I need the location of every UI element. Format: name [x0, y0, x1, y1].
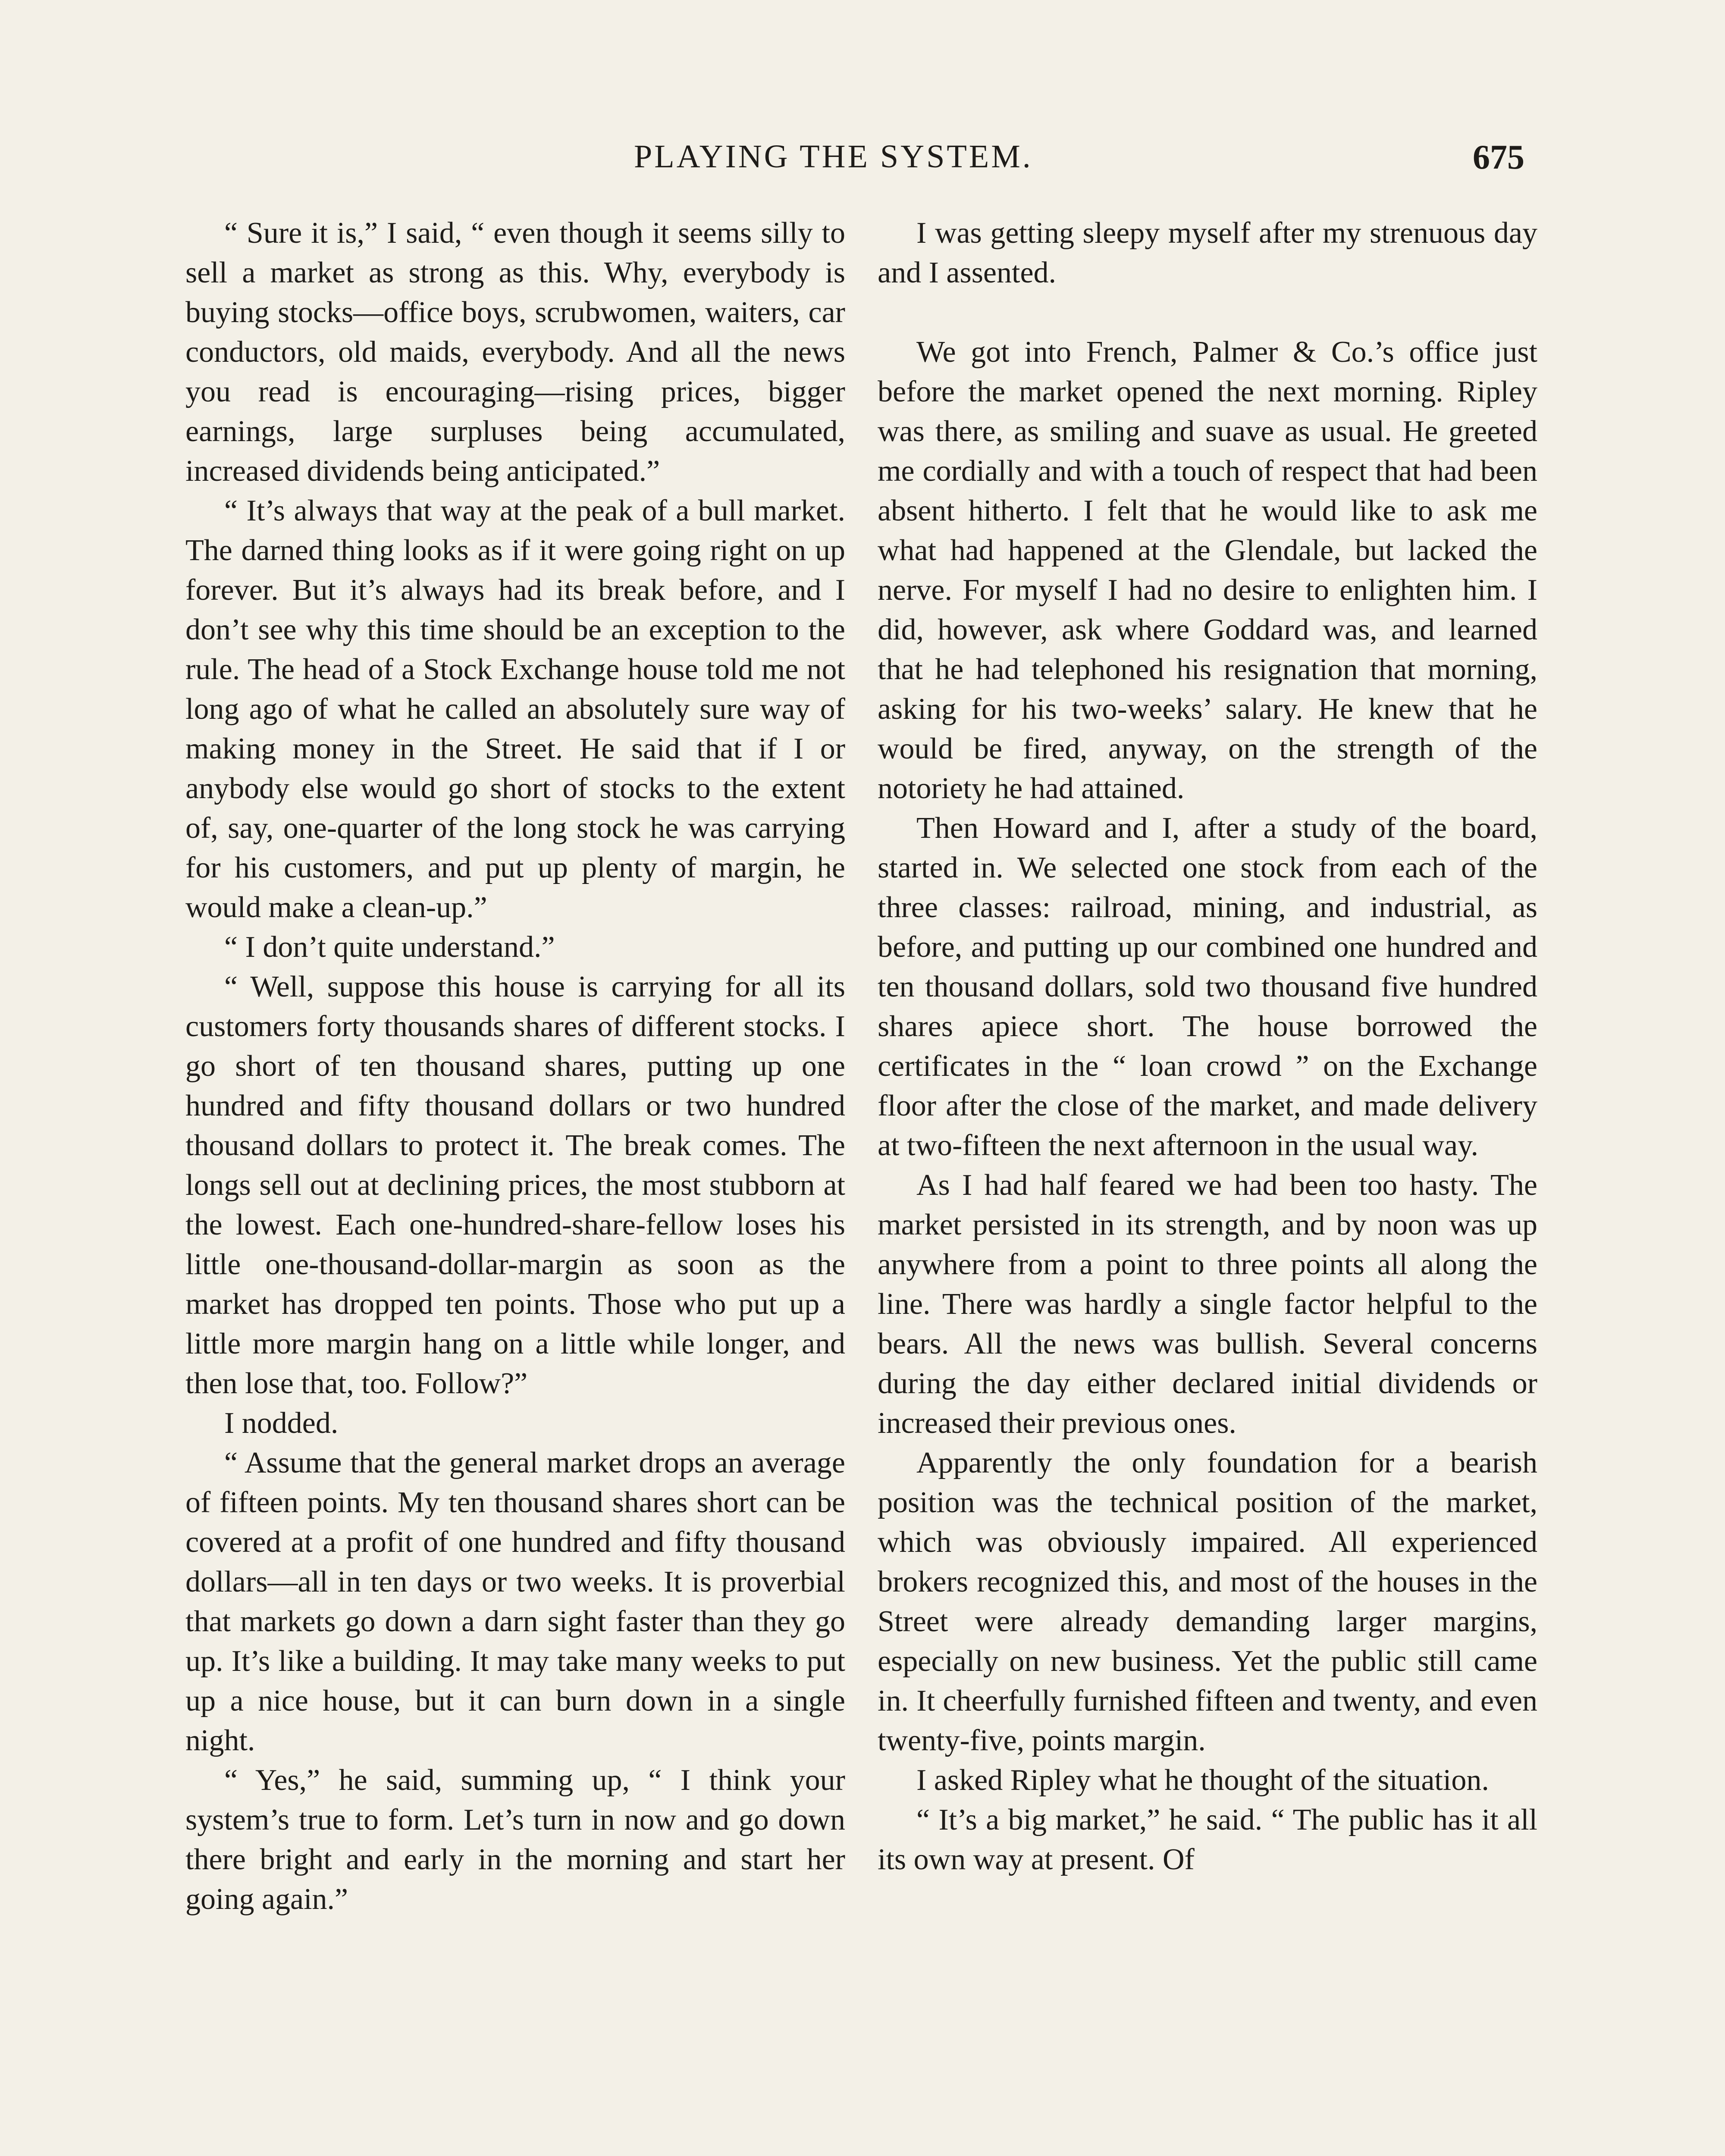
paragraph: “ It’s always that way at the peak of a bull market. The darned thing looks as if it were going right on up forever. But it’s always had its break before, and I don’t see why this time should be an exception to the rule. The head of a Stock Exchange house told me not long ago of what he called an absolutely sure way of making money in the Street. He said that if I or anybody else would go short of stocks to the extent of, say, one-quarter of the long stock he was carrying for his customers, and put up plenty of margin, he would make a clean-up.”	[185, 494, 845, 924]
paragraph: “ Well, suppose this house is carrying for all its customers forty thousands shares of different stocks. I go short of ten thousand shares, putting up one hundred and fifty thousand dollars or two hundred thousand dollars to protect it. The break comes. The longs sell out at declining prices, the most stubborn at the lowest. Each one-hundred-share-fellow loses his little one-thousand-dollar-margin as soon as the market has dropped ten points. Those who put up a little more margin hang on a little while longer, and then lose that, too. Follow?”	[185, 970, 845, 1400]
paragraph: Then Howard and I, after a study of the board, started in. We selected one stock from each of the three classes: railroad, mining, and industrial, as before, and putting up our combined one hundred and ten thousand dollars, sold two thousand five hundred shares apiece short. The house borrowed the certificates in the “ loan crowd ” on the Exchange floor after the close of the market, and made delivery at two-fifteen the next afternoon in the usual way.	[878, 812, 1537, 1162]
paragraph: We got into French, Palmer & Co.’s office just before the market opened the next morning. Ripley was there, as smiling and suave as usual. He greeted me cordially and with a touch of respect that had been absent hitherto. I felt that he would like to ask me what had happened at the Glendale, but lacked the nerve. For myself I had no desire to enlighten him. I did, however, ask where Goddard was, and learned that he had telephoned his resignation that morning, asking for his two-weeks’ salary. He knew that he would be fired, anyway, on the strength of the notoriety he had attained.	[878, 335, 1537, 805]
paragraph: “ Sure it is,” I said, “ even though it seems silly to sell a market as strong as this. Why, everybody is buying stocks—office boys, scrubwomen, waiters, car conductors, old maids, everybody. And all the news you read is encouraging—rising prices, bigger earnings, large surpluses being accumulated, increased dividends being anticipated.”	[185, 216, 845, 488]
paragraph: I nodded.	[224, 1407, 339, 1440]
running-title: PLAYING THE SYSTEM.	[634, 138, 1033, 175]
paragraph: “ Yes,” he said, summing up, “ I think your system’s true to form. Let’s turn in now and go down there bright and early in the morning and start her going again.”	[185, 1764, 845, 1916]
paragraph: I was getting sleepy myself after my strenuous day and I assented.	[878, 216, 1537, 289]
paragraph: “ Assume that the general market drops an average of fifteen points. My ten thousand shares short can be covered at a profit of one hundred and fifty thousand dollars—all in ten days or two weeks. It is proverbial that markets go down a darn sight faster than they go up. It’s like a building. It may take many weeks to put up a nice house, but it can burn down in a single night.	[185, 1446, 845, 1757]
paragraph: “ It’s a big market,” he said. “ The public has it all its own way at present. Of	[878, 1803, 1537, 1876]
left-column	[185, 213, 845, 1919]
paragraph: I asked Ripley what he thought of the situation.	[916, 1764, 1489, 1797]
page-number: 675	[1473, 138, 1524, 176]
paragraph: Apparently the only foundation for a bearish position was the technical position of the market, which was obviously impaired. All experienced brokers recognized this, and most of the houses in the Street were already demanding larger margins, especially on new business. Yet the public still came in. It cheerfully furnished fifteen and twenty, and even twenty-five, points margin.	[878, 1446, 1537, 1757]
paragraph: “ I don’t quite understand.”	[224, 931, 555, 964]
paragraph: As I had half feared we had been too hasty. The market persisted in its strength, and by noon was up anywhere from a point to three points all along the line. There was hardly a single factor helpful to the bears. All the news was bullish. Several concerns during the day either declared initial dividends or increased their previous ones.	[878, 1169, 1537, 1440]
right-column	[878, 213, 1537, 1880]
